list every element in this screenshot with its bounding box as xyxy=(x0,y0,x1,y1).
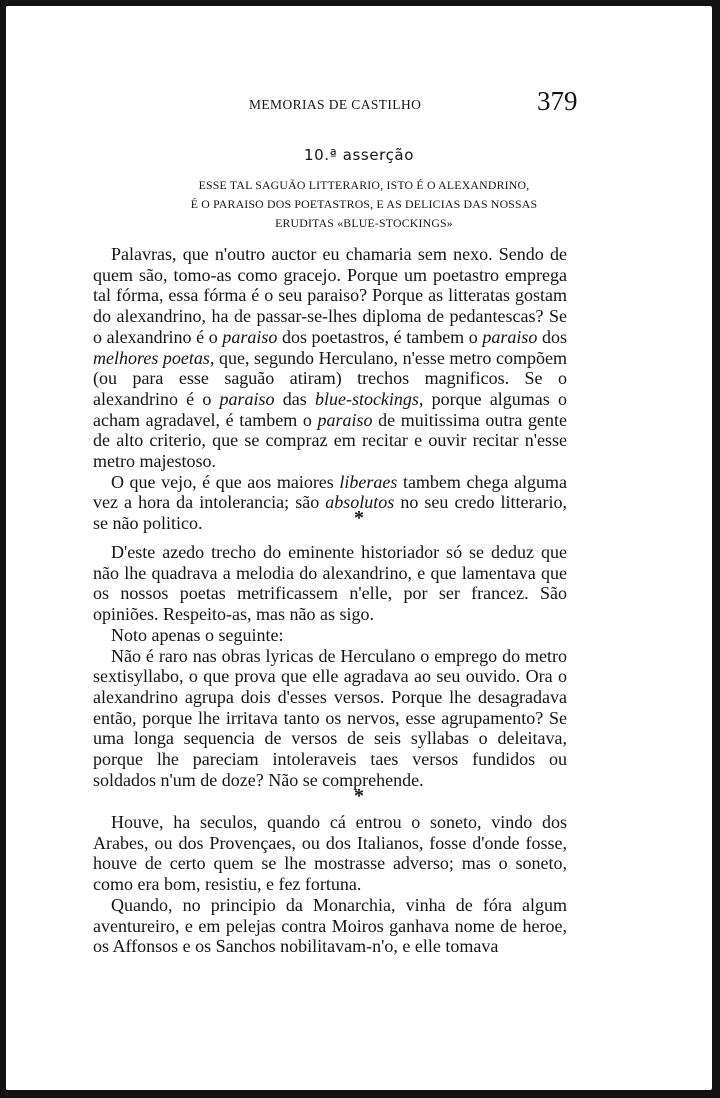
body-block-1 xyxy=(93,244,567,534)
paragraph: Não é raro nas obras lyricas de Herculano o emprego do metro sextisyllabo, o que prova que elle agradava ao seu ouvido. Ora o alexandrino agrupa dois d'esses versos. Porque lhe desagradava então, porque lhe irritava tanto os nervos, esse agrupamento? Se uma longa sequencia de versos de seis syllabas o deleitava, porque lhe pareciam intoleraveis taes versos fundidos ou soldados n'um de doze? Não se comprehende. xyxy=(93,645,567,790)
subtitle-line: É O PARAISO DOS POETASTROS, E AS DELICIAS DAS NOSSAS xyxy=(190,197,538,211)
subtitle-line: ESSE TAL SAGUÃO LITTERARIO, ISTO É O ALEXANDRINO, xyxy=(198,178,530,192)
body-block-2 xyxy=(93,542,567,790)
running-title: MEMORIAS DE CASTILHO xyxy=(249,97,422,112)
paragraph: Noto apenas o seguinte: xyxy=(111,624,284,645)
paragraph: O que vejo, é que aos maiores liberaes tambem chega alguma vez a hora da intolerancia; são absolutos no seu credo litterario, se não politico. xyxy=(93,471,567,534)
page-number: 379 xyxy=(537,86,578,116)
section-heading: 10.ª asserção xyxy=(304,146,414,164)
book-page xyxy=(6,6,712,1090)
section-subtitle xyxy=(102,176,626,233)
paragraph: D'este azedo trecho do eminente historiador só se deduz que não lhe quadrava a melodia do alexandrino, e que lamentava que os nossos poetas metrificassem n'elle, por ser francez. São opiniões. Respeito-as, mas não as sigo. xyxy=(93,542,567,625)
body-block-3 xyxy=(93,812,567,957)
paragraph: Quando, no principio da Monarchia, vinha de fóra algum aventureiro, e em pelejas contra Moiros ganhava nome de heroe, os Affonsos e os Sanchos nobilitavam-n'o, e elle tomava xyxy=(93,894,567,957)
paragraph: Palavras, que n'outro auctor eu chamaria sem nexo. Sendo de quem são, tomo-as como gracejo. Porque um poetastro emprega tal fórma, essa fórma é o seu paraiso? Porque as litteratas gostam do alexandrino, ha de passar-se-lhes diploma de pedantescas? Se o alexandrino é o paraiso dos poetastros, é tambem o paraiso dos melhores poetas, que, segundo Herculano, n'esse metro compõem (ou para esse saguão atiram) trechos magnificos. Se o alexandrino é o paraiso das blue-stockings, porque algumas o acham agradavel, é tambem o paraiso de muitissima outra gente de alto criterio, que se compraz em recitar e ouvir recitar n'esse metro majestoso. xyxy=(93,244,567,472)
section-separator: * xyxy=(354,785,364,807)
subtitle-line: ERUDITAS «BLUE-STOCKINGS» xyxy=(275,216,453,230)
paragraph: Houve, ha seculos, quando cá entrou o soneto, vindo dos Arabes, ou dos Provençaes, ou dos Italianos, fosse d'onde fosse, houve de certo quem se lhe mostrasse adverso; mas o soneto, como era bom, resistiu, e fez fortuna. xyxy=(93,812,567,895)
section-separator: * xyxy=(354,507,364,529)
